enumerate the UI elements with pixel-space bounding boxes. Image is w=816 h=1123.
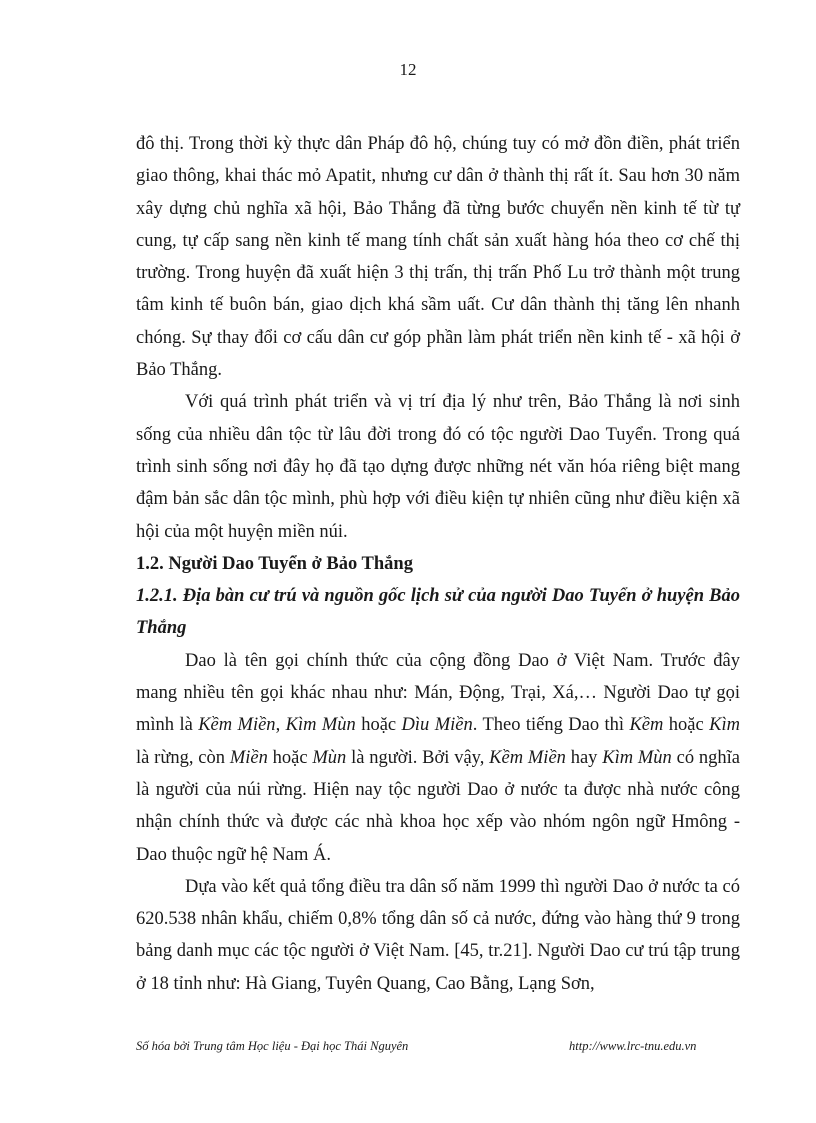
text-run: hoặc [663, 715, 710, 736]
page-number: 12 [399, 60, 417, 79]
paragraph-ethnic-groups: Với quá trình phát triển và vị trí địa lý như trên, Bảo Thắng là nơi sinh sống của nhiều dân tộc từ lâu đời trong đó có tộc người Dao Tuyển. Trong quá trình sinh sống nơi đây họ đã tạo dựng được những nét văn hóa riêng biệt mang đậm bản sắc dân tộc mình, phù hợp với điều kiện tự nhiên cũng như điều kiện xã hội của một huyện miền núi. [136, 392, 740, 542]
text-run: là người. Bởi vậy, [346, 747, 490, 768]
paragraph-urbanization: đô thị. Trong thời kỳ thực dân Pháp đô hộ, chúng tuy có mở đồn điền, phát triển giao thông, khai thác mỏ Apatit, nhưng cư dân ở thành thị rất ít. Sau hơn 30 năm xây dựng chủ nghĩa xã hội, Bảo Thắng đã từng bước chuyển nền kinh tế từ tự cung, tự cấp sang nền kinh tế mang tính chất sản xuất hàng hóa theo cơ chế thị trường. Trong huyện đã xuất hiện 3 thị trấn, thị trấn Phố Lu trở thành một trung tâm kinh tế buôn bán, giao dịch khá sầm uất. Cư dân thành thị tăng lên nhanh chóng. Sự thay đổi cơ cấu dân cư góp phần làm phát triển nền kinh tế - xã hội ở Bảo Thắng. [136, 134, 740, 381]
text-run: . Theo tiếng Dao thì [472, 715, 630, 736]
term-diu-mien: Dìu Miền [401, 715, 473, 736]
text-run: hoặc [267, 747, 313, 768]
text-run: hay [565, 747, 603, 768]
text-run: hoặc [355, 715, 402, 736]
section-heading-1-2: 1.2. Người Dao Tuyển ở Bảo Thắng [136, 553, 413, 574]
term-kem-mien-2: Kềm Miền [489, 747, 566, 768]
text-run: Dao là tên gọi chính thức của cộng đồng Dao ở Việt Nam. Trước đây mang nhiều tên gọi khác nhau như: Mán, Động, Trại, Xá,… Người Dao tự gọi mình là [136, 650, 740, 736]
term-kim-mun: Kìm Mùn [285, 715, 356, 736]
term-mun: Mùn [312, 747, 347, 768]
document-body [136, 128, 740, 1000]
text-run: là rừng, còn [136, 747, 230, 768]
term-kim: Kìm [709, 715, 740, 736]
section-heading-1-2-1: 1.2.1. Địa bàn cư trú và nguồn gốc lịch sử của người Dao Tuyển ở huyện Bảo Thắng [136, 586, 740, 639]
text-run: , [275, 715, 286, 736]
term-kim-mun-2: Kìm Mùn [602, 747, 672, 768]
term-kem-mien: Kềm Miền [198, 715, 276, 736]
text-run: có nghĩa là người của núi rừng. Hiện nay tộc người Dao ở nước ta được nhà nước công nhận chính thức và được các nhà khoa học xếp vào nhóm ngôn ngữ Hmông - Dao thuộc ngữ hệ Nam Á. [136, 747, 740, 865]
term-mien: Miền [229, 747, 268, 768]
term-kem: Kềm [629, 715, 664, 736]
paragraph-dao-names [136, 645, 740, 871]
paragraph-census: Dựa vào kết quả tổng điều tra dân số năm 1999 thì người Dao ở nước ta có 620.538 nhân khẩu, chiếm 0,8% tổng dân số cả nước, đứng vào hàng thứ 9 trong bảng danh mục các tộc người ở Việt Nam. [45, tr.21]. Người Dao cư trú tập trung ở 18 tỉnh như: Hà Giang, Tuyên Quang, Cao Bằng, Lạng Sơn, [136, 876, 740, 994]
footer-url[interactable]: http://www.lrc-tnu.edu.vn [569, 1039, 697, 1053]
footer-source: Số hóa bởi Trung tâm Học liệu - Đại học Thái Nguyên [136, 1039, 409, 1053]
